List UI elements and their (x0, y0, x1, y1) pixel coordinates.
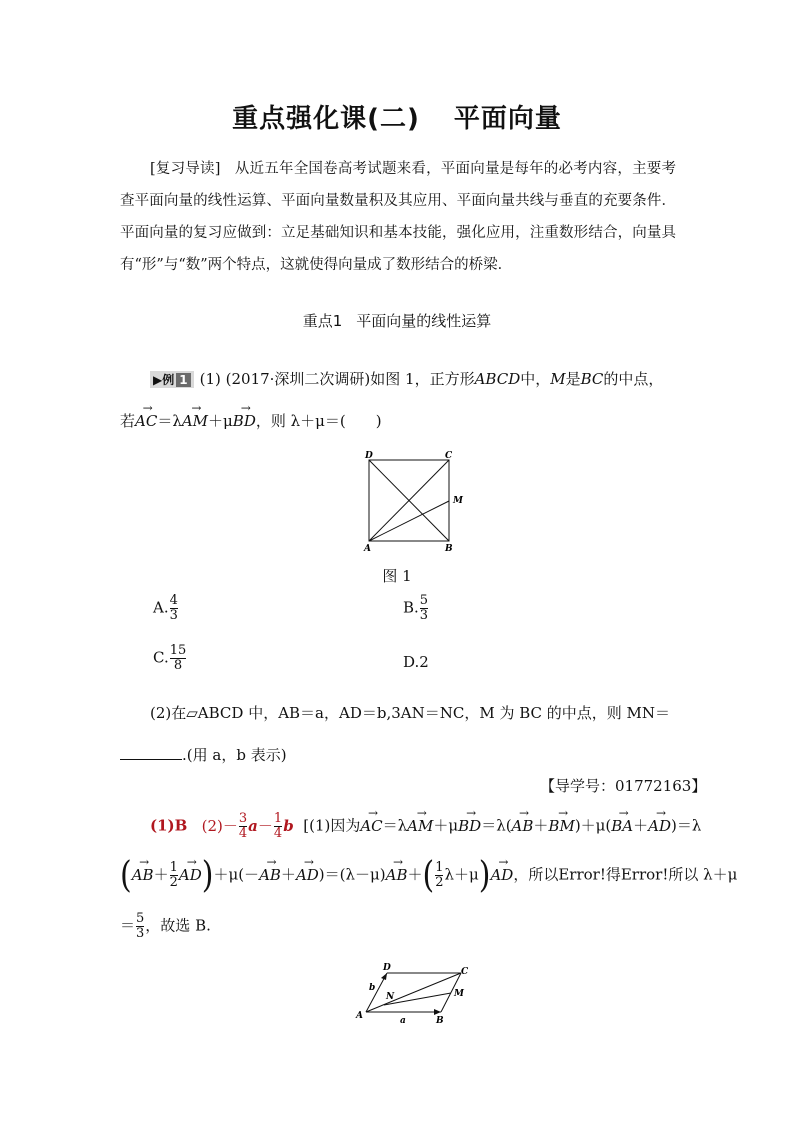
review-intro (120, 153, 676, 281)
example-badge: ▶例 1 (150, 371, 194, 388)
example-question-2: (2)在▱ABCD 中，AB＝a，AD＝b,3AN＝NC，M 为 BC 的中点，则 MN＝ (150, 704, 671, 722)
page-title (0, 98, 794, 135)
example-question-1: ▶例 1 (1) (2017·深圳二次调研)如图 1，正方形ABCD中，M是BC的中点， (150, 368, 663, 389)
intro-text: 从近五年全国卷高考试题来看，平面向量是每年的必考内容，主要考查平面向量的线性运算、平面向量数量积及其应用、平面向量共线与垂直的充要条件．平面向量的复习应做到：立足基础知识和基本技能，强化应用，注重数形结合，向量具有“形”与“数”两个特点，这就使得向量成了数形结合的桥梁． (120, 161, 676, 273)
title-sub: 平面向量 (453, 104, 562, 134)
section-heading (0, 310, 794, 331)
option-a: A. $\frac{4}{3}$ (153, 593, 178, 623)
fig2-label-b: B (436, 1016, 444, 1026)
option-b: B. $\frac{5}{3}$ (403, 593, 429, 623)
guide-number: 【导学号：01772163】 (540, 777, 707, 795)
fig2-label-vector-a: a (400, 1016, 406, 1026)
title-main: 重点强化课(二) (232, 104, 420, 134)
intro-label: [复习导读] (150, 161, 221, 177)
section-title: 平面向量的线性运算 (356, 312, 492, 330)
fig2-label-a: A (356, 1011, 363, 1021)
option-d: D.2 (403, 653, 429, 671)
example-question-1-formula: 若→ AC＝λ→ AM＋μ→ BD，则 λ＋μ＝( ) (120, 410, 382, 431)
answer-1: (1)B (150, 816, 188, 835)
answer-line-1: (1)B (2)－3 4a－1 4b [(1)因为→ AC＝λ→ AM＋μ→ BD＝λ(→ AB＋→ BM)＋μ(→ BA＋→ AD)＝λ (150, 812, 701, 841)
fig2-label-vector-b: b (369, 983, 376, 993)
section-label: 重点1 (302, 312, 343, 330)
option-c: C. $\frac{15}{8}$ (153, 643, 187, 673)
answer-line-3: ＝5 3，故选 B. (120, 911, 211, 941)
answer-blank (120, 747, 182, 760)
fig2-label-n: N (386, 992, 395, 1002)
fig1-label-m: M (453, 496, 463, 506)
fig1-label-d: D (365, 451, 373, 461)
figure-1-square (360, 448, 470, 556)
answer-line-2: (→ AB＋1 2→ AD)＋μ(－→ AB＋→ AD)＝(λ－μ)→ AB＋(1 2λ＋μ)→ AD，所以Error!得Error!所以 λ＋μ (120, 858, 737, 893)
fig2-label-c: C (461, 967, 469, 977)
fig1-label-b: B (445, 544, 453, 554)
figure-2-parallelogram (350, 960, 475, 1028)
answer-2: (2)－3 4a－1 4b (201, 811, 294, 841)
example-question-2-line2: .(用 a，b 表示) (120, 744, 287, 765)
fig1-label-c: C (445, 451, 453, 461)
fig2-label-m: M (454, 989, 464, 999)
fig1-label-a: A (364, 544, 371, 554)
figure-1-caption: 图 1 (382, 567, 412, 585)
fig2-label-d: D (383, 963, 391, 973)
